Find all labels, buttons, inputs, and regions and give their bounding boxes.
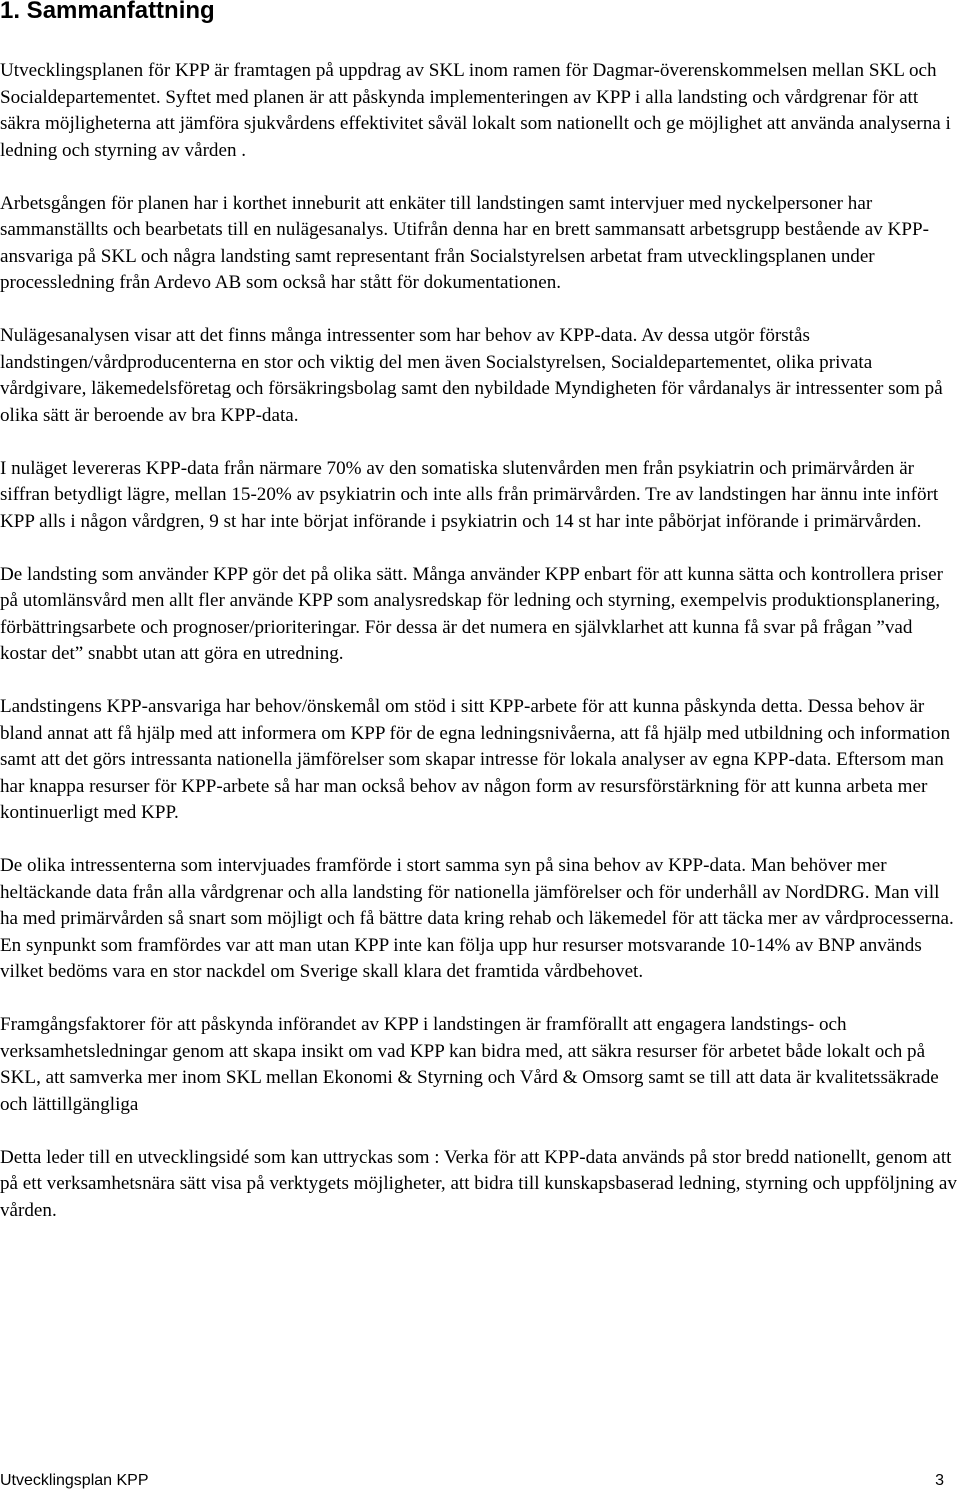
paragraph-purpose: Utvecklingsplanen för KPP är framtagen på uppdrag av SKL inom ramen för Dagmar-överenskommelsen mellan SKL och Socialdepartementet. Syftet med planen är att påskynda implementeringen av KPP i alla landsting och vårdgrenar för att säkra möjligheterna att jämföra sjukvårdens effektivitet såväl lokalt som nationellt och ge möjlighet att använda analyserna i ledning och styrning av vården . — [0, 60, 951, 161]
paragraph-interviews: De olika intressenterna som intervjuades framförde i stort samma syn på sina behov av KPP-data. Man behöver mer heltäckande data från alla vårdgrenar och alla landsting för nationella jämförelser och för underhåll av NordDRG. Man vill ha med primärvården så snart som möjligt och få bättre data kring rehab och läkemedel för att täcka mer av vårdprocesserna. En synpunkt som framfördes var att man utan KPP inte kan följa upp hur resurser motsvarande 10-14% av BNP används vilket bedöms vara en stor nackdel om Sverige skall klara det framtida vårdbehovet. — [0, 855, 954, 982]
paragraph-usage: De landsting som använder KPP gör det på olika sätt. Många använder KPP enbart för att kunna sätta och kontrollera priser på utomlänsvård men allt fler använde KPP som analysredskap för ledning och styrning, exempelvis produktionsplanering, förbättringsarbete och prognoser/prioriteringar. För dessa är det numera en självklarhet att kunna få svar på frågan ”vad kostar det” snabbt utan att göra en utredning. — [0, 563, 943, 664]
paragraph-development-idea: Detta leder till en utvecklingsidé som kan uttryckas som : Verka för att KPP-data används på stor bredd nationellt, genom att på ett verksamhetsnära sätt visa på verktygets möjligheter, att bidra till kunskapsbaserad ledning, styrning och uppföljning av vården. — [0, 1146, 957, 1221]
page-footer — [0, 1470, 944, 1492]
paragraph-support-needs: Landstingens KPP-ansvariga har behov/önskemål om stöd i sitt KPP-arbete för att kunna påskynda detta. Dessa behov är bland annat att få hjälp med att informera om KPP för de egna ledningsnivåerna, att få hjälp med utbildning och information samt att det görs intressanta nationella jämförelser som skapar intresse för lokala analyser av egna KPP-data. Eftersom man har knappa resurser för KPP-arbete så har man också behov av någon form av resursförstärkning för att kunna arbeta mer kontinuerligt med KPP. — [0, 696, 950, 823]
paragraph-success-factors: Framgångsfaktorer för att påskynda införandet av KPP i landstingen är framförallt att engagera landstings- och verksamhetsledningar genom att skapa insikt om vad KPP kan bidra med, att säkra resurser för arbetet både lokalt och på SKL, att samverka mer inom SKL mellan Ekonomi & Styrning och Vård & Omsorg samt se till att data är kvalitetssäkrade och lättillgängliga — [0, 1014, 939, 1115]
section-heading: 1. Sammanfattning — [0, 0, 215, 24]
paragraph-method: Arbetsgången för planen har i korthet inneburit att enkäter till landstingen samt intervjuer med nyckelpersoner har sammanställts och bearbetats till en nulägesanalys. Utifrån denna har en brett sammansatt arbetsgrupp bestående av KPP-ansvariga på SKL och några landsting samt representant från Socialstyrelsen arbetat fram utvecklingsplanen under processledning från Ardevo AB som också har stått för dokumentationen. — [0, 192, 929, 293]
paragraph-coverage: I nuläget levereras KPP-data från närmare 70% av den somatiska slutenvården men från psykiatrin och primärvården är siffran betydligt lägre, mellan 15-20% av psykiatrin och inte alls från primärvården. Tre av landstingen har ännu inte infört KPP alls i någon vårdgren, 9 st har inte börjat införande i psykiatrin och 14 st har inte påbörjat införande i primärvården. — [0, 457, 939, 532]
summary-body — [0, 58, 960, 1224]
paragraph-stakeholders: Nulägesanalysen visar att det finns många intressenter som har behov av KPP-data. Av dessa utgör förstås landstingen/vårdproducenterna en stor och viktig del men även Socialstyrelsen, Socialdepartementet, olika privata vårdgivare, läkemedelsföretag och försäkringsbolag samt den nybildade Myndigheten för vårdanalys är intressenter som på olika sätt är beroende av bra KPP-data. — [0, 325, 943, 426]
footer-page-number: 3 — [935, 1472, 944, 1489]
footer-document-title: Utvecklingsplan KPP — [0, 1472, 149, 1489]
